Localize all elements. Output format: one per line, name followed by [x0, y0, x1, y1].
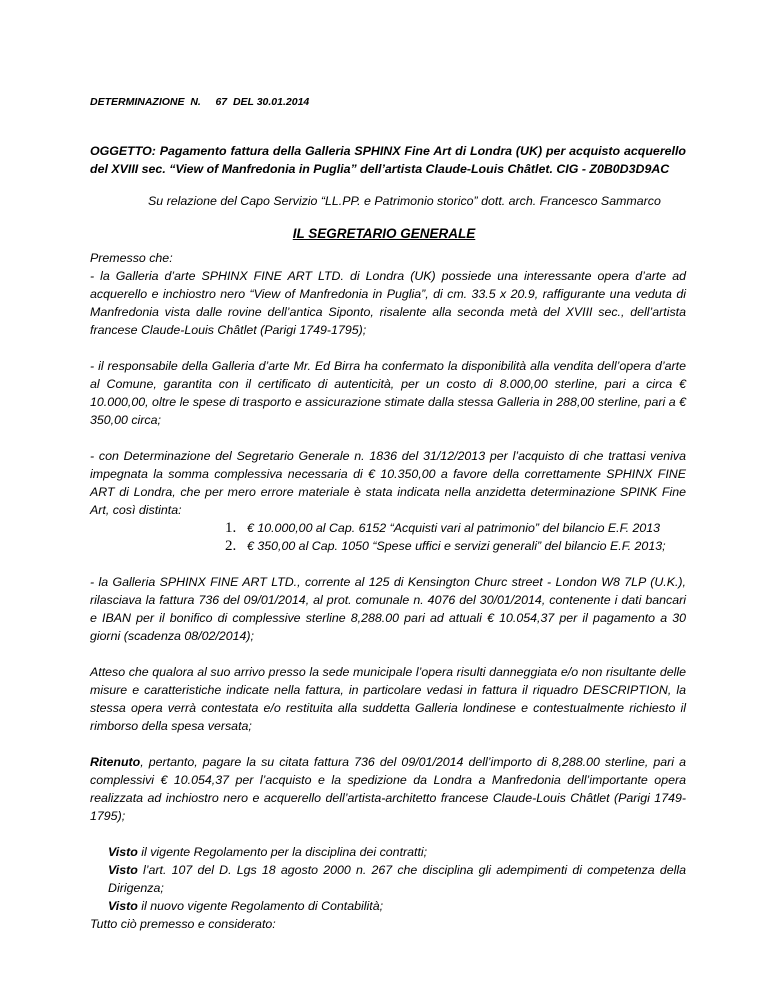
- visti-block: [108, 843, 686, 915]
- determination-header: [90, 96, 309, 108]
- header-n-label: N.: [190, 96, 201, 108]
- subject-paragraph: OGGETTO: Pagamento fattura della Galleria SPHINX Fine Art di Londra (UK) per acquisto acquerello del XVIII sec. “View of Manfredonia in Puglia” dell’artista Claude-Louis Châtlet. CIG - Z0B0D3D9AC: [90, 144, 686, 176]
- paragraph-1: - la Galleria d’arte SPHINX FINE ART LTD. di Londra (UK) possiede una interessante opera d’arte ad acquerello e inchiostro nero “View of Manfredonia in Puglia”, di cm. 33.5 x 20.9, raffigurante una veduta di Manfredonia vista dalle rovine dell’antica Siponto, risalente alla seconda metà del XVIII sec., dell’artista francese Claude-Louis Châtlet (Parigi 1749-1795);: [90, 269, 686, 337]
- visto-item: Visto l’art. 107 del D. Lgs 18 agosto 2000 n. 267 che disciplina gli adempimenti di competenza della Dirigenza;: [108, 863, 686, 895]
- paragraph-2: - il responsabile della Galleria d’arte Mr. Ed Birra ha confermato la disponibilità alla vendita dell’opera d’arte al Comune, garantita con il certificato di autenticità, per un costo di 8.000,00 sterline, pari a circa € 10.000,00, oltre le spese di trasporto e assicurazione stimate dalla stessa Galleria in 288,00 sterline, pari a € 350,00 circa;: [90, 359, 686, 427]
- ritenuto-paragraph: Ritenuto, pertanto, pagare la su citata fattura 736 del 09/01/2014 dell’importo di 8,288.00 sterline, pari a complessivi € 10.054,37 per l’acquisto e la spedizione da Londra a Manfredonia dell’importante opera realizzata ad inchiostro nero e acquerello dell’artista-architetto francese Claude-Louis Châtlet (Parigi 1749-1795);: [90, 755, 686, 823]
- header-label: DETERMINAZIONE: [90, 96, 185, 108]
- document-body: [90, 249, 686, 933]
- determination-number: 67: [215, 96, 228, 108]
- allocation-list: [90, 519, 686, 555]
- visto-item: Visto il nuovo vigente Regolamento di Contabilità;: [108, 899, 384, 913]
- report-line: Su relazione del Capo Servizio “LL.PP. e Patrimonio storico” dott. arch. Francesco Sammarco: [148, 194, 661, 208]
- paragraph-4: - la Galleria SPHINX FINE ART LTD., corrente al 125 di Kensington Churc street - London W8 7LP (U.K.), rilasciava la fattura 736 del 09/01/2014, al prot. comunale n. 4076 del 30/01/2014, contenente i dati bancari e IBAN per il bonifico di complessive sterline 8,288.00 pari ad attuali € 10.054,37 per il pagamento a 30 giorni (scadenza 08/02/2014);: [90, 575, 686, 643]
- document-title: IL SEGRETARIO GENERALE: [292, 226, 476, 241]
- list-item: 2. € 350,00 al Cap. 1050 “Spese uffici e servizi generali” del bilancio E.F. 2013;: [225, 538, 666, 554]
- list-item: 1. € 10.000,00 al Cap. 6152 “Acquisti vari al patrimonio” del bilancio E.F. 2013: [225, 520, 661, 536]
- premesso-label: Premesso che:: [90, 251, 173, 265]
- paragraph-3: - con Determinazione del Segretario Generale n. 1836 del 31/12/2013 per l’acquisto di che trattasi veniva impegnata la somma complessiva necessaria di € 10.350,00 a favore della correttamente SPHINX FINE ART di Londra, che per mero errore materiale è stata indicata nella anzidetta determinazione SPINK Fine Art, così distinta:: [90, 449, 686, 517]
- closing-line: Tutto ciò premesso e considerato:: [90, 917, 276, 931]
- determination-date: DEL 30.01.2014: [232, 96, 310, 108]
- paragraph-5: Atteso che qualora al suo arrivo presso la sede municipale l’opera risulti danneggiata e/o non risultante delle misure e caratteristiche indicate nella fattura, in particolare vedasi in fattura il riquadro DESCRIPTION, la stessa opera verrà contestata e/o restituita alla suddetta Galleria londinese e contestualmente richiesto il rimborso della spesa versata;: [90, 665, 686, 733]
- visto-item: Visto il vigente Regolamento per la disciplina dei contratti;: [108, 845, 428, 859]
